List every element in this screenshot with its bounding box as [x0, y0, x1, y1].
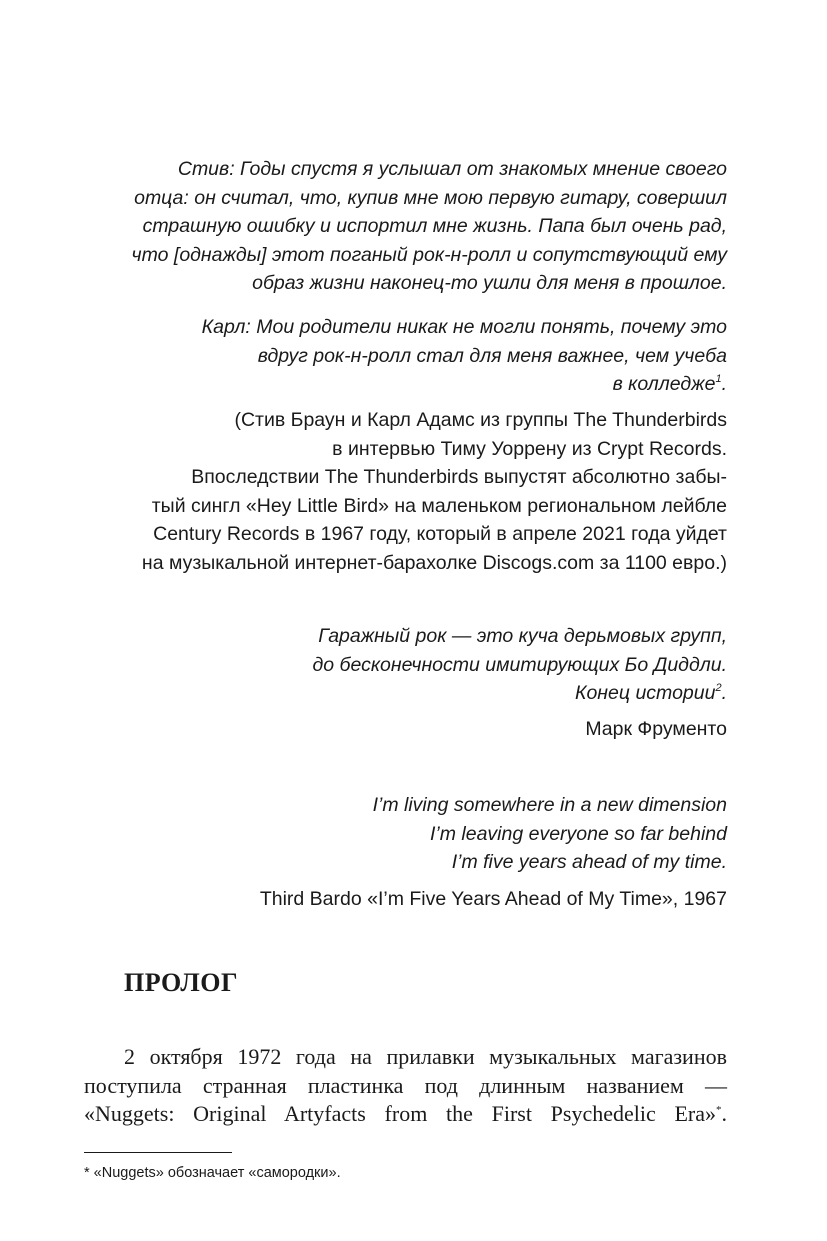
epigraph-line: вдруг рок-н-ролл стал для меня важнее, чем учеба	[257, 344, 727, 367]
epigraph-karl	[202, 313, 727, 399]
trailing-punctuation: .	[721, 682, 727, 704]
trailing-punctuation: .	[721, 373, 727, 395]
epigraph-text: в колледже	[612, 373, 716, 395]
footnote-marker: *	[716, 1104, 722, 1116]
lyric-line: I’m leaving everyone so far behind	[429, 822, 727, 845]
trailing-punctuation: .	[721, 1101, 727, 1126]
attribution-line: Впоследствии The Thunderbirds выпустят абсолютно забы-	[191, 466, 727, 488]
epigraph-line: отца: он считал, что, купив мне мою первую гитару, совершил	[134, 186, 727, 209]
attribution-line: тый сингл «Hey Little Bird» на маленьком региональном лейбле	[151, 494, 727, 517]
epigraph-line: Гаражный рок — это куча дерьмовых групп,	[318, 625, 727, 647]
body-line	[84, 1100, 727, 1129]
epigraph-line: образ жизни наконец-то ушли для меня в прошлое.	[252, 272, 727, 294]
attribution-thunderbirds	[142, 406, 727, 577]
attribution-line: (Стив Браун и Карл Адамс из группы The Thunderbirds	[234, 409, 727, 431]
epigraph-line	[202, 370, 727, 399]
body-paragraph	[84, 1043, 727, 1129]
attribution-frumento	[585, 715, 727, 744]
epigraph-line: что [однажды] этот поганый рок-н-ролл и сопутствующий ему	[131, 243, 727, 266]
epigraph-line: страшную ошибку и испортил мне жизнь. Папа был очень рад,	[142, 215, 727, 237]
body-line: поступила странная пластинка под длинным названием —	[84, 1072, 727, 1098]
epigraph-text: Конец истории	[574, 682, 716, 704]
lyric-line: I’m five years ahead of my time.	[451, 851, 727, 873]
attribution-source: Third Bardo «I’m Five Years Ahead of My Time», 1967	[259, 888, 727, 910]
footnote: * «Nuggets» обозначает «самородки».	[84, 1165, 341, 1181]
footnote-marker: 1	[715, 373, 722, 385]
attribution-line: в интервью Тиму Уоррену из Crypt Records.	[332, 437, 727, 460]
epigraph-line: Стив: Годы спустя я услышал от знакомых мнение своего	[177, 158, 727, 180]
attribution-third-bardo	[260, 885, 727, 914]
chapter-heading: ПРОЛОГ	[124, 968, 239, 997]
epigraph-steve	[132, 155, 727, 298]
attribution-line: на музыкальной интернет-барахолке Discogs.com за 1100 евро.)	[141, 551, 727, 574]
epigraph-line: Карл: Мои родители никак не могли понять, почему это	[201, 316, 727, 338]
body-line: 2 октября 1972 года на прилавки музыкальных магазинов	[124, 1044, 727, 1069]
footnote-divider	[84, 1152, 232, 1153]
epigraph-frumento	[312, 622, 727, 708]
body-text: «Nuggets: Original Artyfacts from the First Psychedelic Era»	[84, 1101, 716, 1126]
epigraph-line	[312, 679, 727, 708]
lyric-line: I’m living somewhere in a new dimension	[372, 794, 727, 816]
attribution-line: Century Records в 1967 году, который в апреле 2021 года уйдет	[153, 523, 727, 545]
epigraph-line: до бесконечности имитирующих Бо Диддли.	[312, 653, 727, 676]
epigraph-third-bardo	[373, 791, 727, 877]
footnote-marker: 2	[715, 682, 722, 694]
attribution-author: Марк Фрументо	[585, 718, 727, 740]
